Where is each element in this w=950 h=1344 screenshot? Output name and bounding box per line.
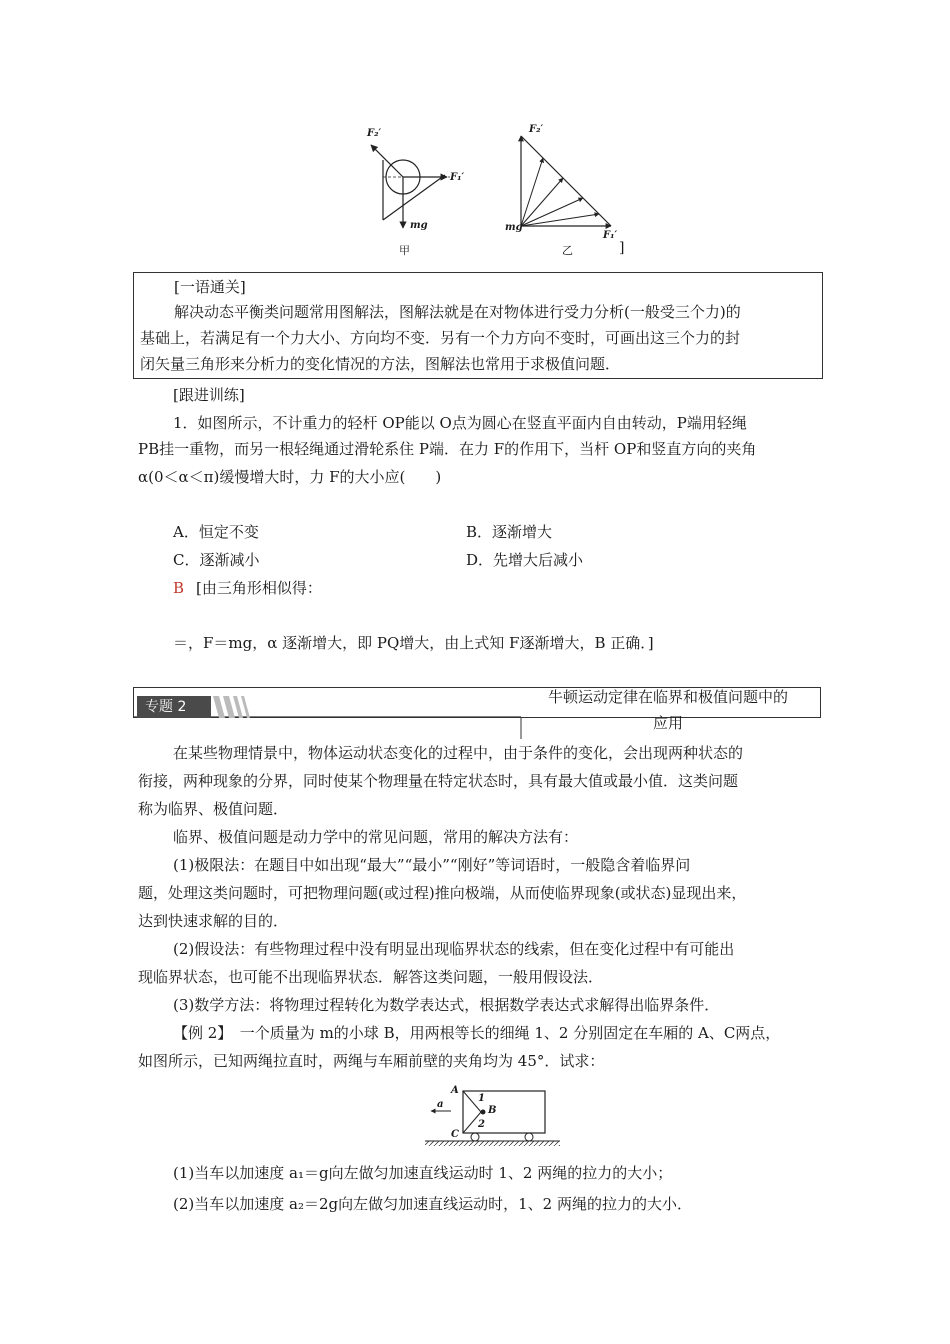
topic-title-line-1: 牛顿运动定律在临界和极值问题中的 — [547, 688, 788, 706]
cart-diagram — [425, 1085, 560, 1147]
caption-yi: 乙 — [562, 244, 573, 257]
force-diagram-jia — [355, 120, 485, 255]
topic-2-header — [133, 687, 821, 739]
question-line-3: α(0＜α＜π)缓慢增大时，力 F的大小应( ) — [138, 468, 442, 486]
body-line-8: (2)假设法：有些物理过程中没有明显出现临界状态的线索，但在变化过程中有可能出 — [173, 940, 735, 958]
body-line-4: 临界、极值问题是动力学中的常见问题，常用的解决方法有： — [173, 828, 579, 846]
label-f1-left: F₁′ — [450, 172, 465, 183]
body-line-7: 达到快速求解的目的． — [138, 912, 289, 930]
body-line-1: 在某些物理情景中，物体运动状态变化的过程中，由于条件的变化，会出现两种状态的 — [173, 744, 744, 762]
sub-question-2: (2)当车以加速度 a₂＝2g向左做匀加速直线运动时，1、2 两绳的拉力的大小． — [173, 1195, 692, 1213]
body-line-3: 称为临界、极值问题． — [138, 800, 289, 818]
option-d: D．先增大后减小 — [466, 551, 584, 569]
label-f2-right: F₂′ — [529, 124, 544, 135]
cart-label-1: 1 — [478, 1093, 485, 1104]
cart-label-a: A — [451, 1085, 459, 1096]
summary-line-1: 解决动态平衡类问题常用图解法，图解法就是在对物体进行受力分析(一般受三个力)的 — [174, 303, 741, 321]
cart-label-b: B — [488, 1105, 497, 1116]
cart-label-c: C — [451, 1129, 459, 1140]
label-mg-left: mg — [410, 220, 428, 231]
question-line-1: 1．如图所示，不计重力的轻杆 OP能以 O点为圆心在竖直平面内自由转动，P端用轻绳 — [173, 414, 747, 432]
example-line-2: 如图所示，已知两绳拉直时，两绳与车厢前壁的夹角均为 45°．试求： — [138, 1052, 605, 1070]
body-line-10: (3)数学方法：将物理过程转化为数学表达式，根据数学表达式求解得出临界条件． — [173, 996, 720, 1014]
cart-svg — [425, 1085, 560, 1147]
topic-tag: 专题 2 — [137, 696, 211, 718]
closing-bracket: ] — [619, 240, 625, 256]
answer-text: [由三角形相似得： — [196, 579, 322, 597]
caption-jia: 甲 — [399, 244, 410, 257]
summary-heading: [一语通关] — [174, 278, 246, 296]
label-mg-right: mg — [505, 222, 523, 233]
question-line-2: PB挂一重物，而另一根轻绳通过滑轮系住 P端．在力 F的作用下，当杆 OP和竖直方向的夹角 — [138, 440, 757, 458]
topic-title-line-2: 应用 — [652, 714, 683, 732]
sub-question-1: (1)当车以加速度 a₁＝g向左做匀加速直线运动时 1、2 两绳的拉力的大小； — [173, 1164, 673, 1182]
body-line-2: 衔接，两种现象的分界，同时使某个物理量在特定状态时，具有最大值或最小值．这类问题 — [138, 772, 739, 790]
answer-letter: B — [173, 579, 185, 597]
cart-label-2: 2 — [478, 1119, 485, 1130]
option-a: A．恒定不变 — [173, 523, 259, 541]
training-heading: [跟进训练] — [173, 386, 245, 404]
summary-box — [133, 272, 823, 379]
example-line-1: 【例 2】 一个质量为 m的小球 B，用两根等长的细绳 1、2 分别固定在车厢的 A、C两点， — [173, 1024, 781, 1042]
option-b: B．逐渐增大 — [466, 523, 553, 541]
body-line-6: 题，处理这类问题时，可把物理问题(或过程)推向极端，从而使临界现象(或状态)显现出来， — [138, 884, 747, 902]
label-f2-left: F₂′ — [367, 128, 382, 139]
label-f1-right: F₁′ — [603, 230, 618, 241]
option-c: C．逐渐减小 — [173, 551, 260, 569]
summary-line-2: 基础上，若满足有一个力大小、方向均不变．另有一个力方向不变时，可画出这三个力的封 — [140, 329, 741, 347]
answer-line-2: ＝，F＝mg，α 逐渐增大，即 PQ增大，由上式知 F逐渐增大，B 正确．] — [173, 634, 654, 652]
summary-line-3: 闭矢量三角形来分析力的变化情况的方法，图解法也常用于求极值问题． — [140, 355, 621, 373]
force-diagrams — [355, 120, 635, 265]
body-line-9: 现临界状态，也可能不出现临界状态．解答这类问题，一般用假设法． — [138, 968, 604, 986]
body-line-5: (1)极限法：在题目中如出现“最大”“最小”“刚好”等词语时，一般隐含着临界问 — [173, 856, 691, 874]
cart-label-accel: a — [437, 1099, 444, 1110]
